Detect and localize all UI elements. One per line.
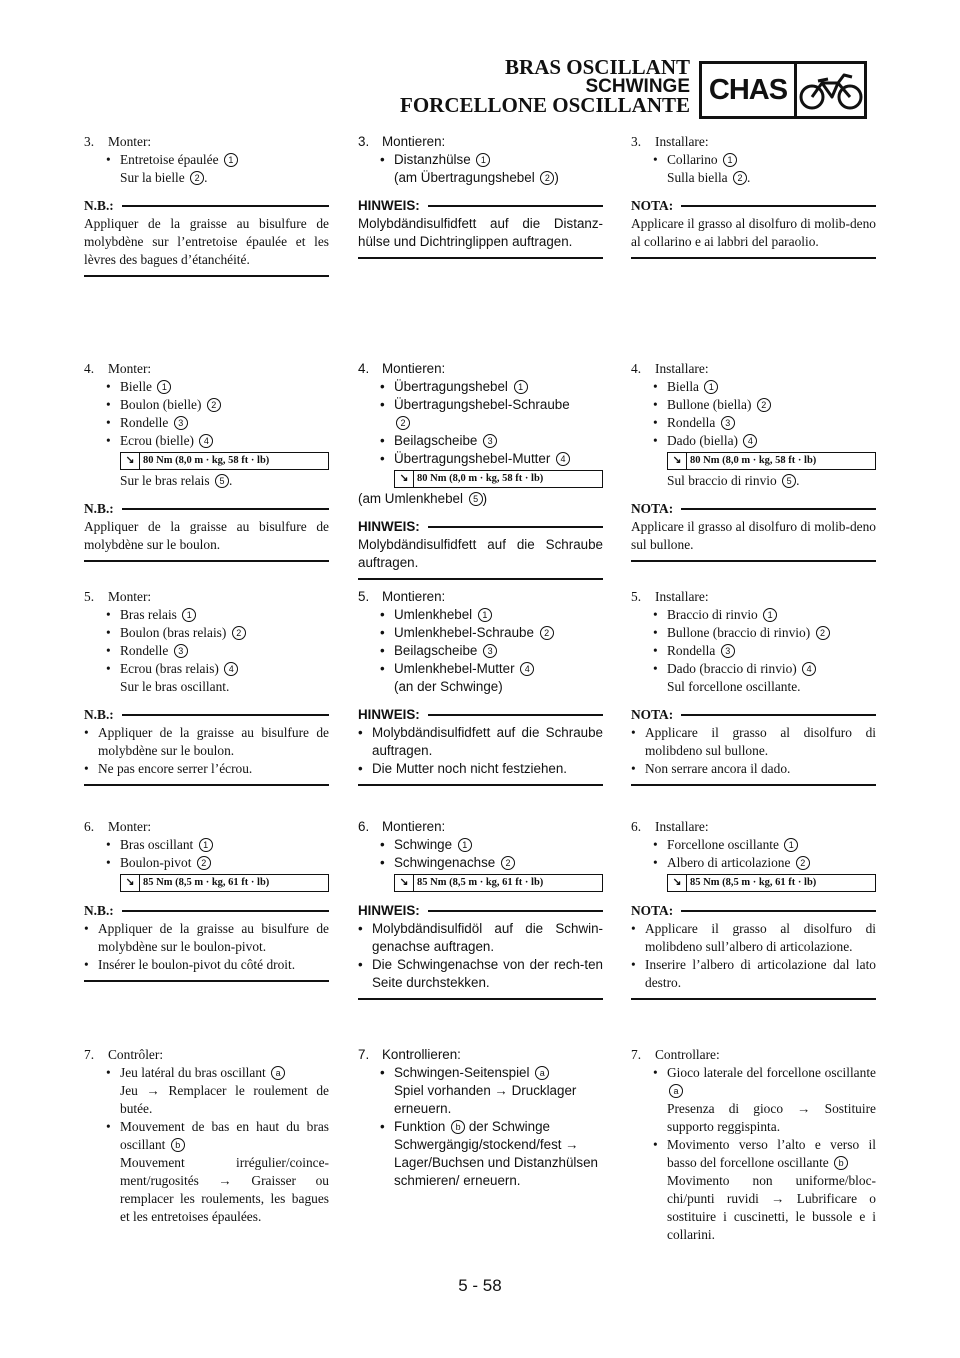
step-title: Monter: (108, 589, 152, 604)
part-name: Umlenkhebel-Mutter (394, 661, 515, 676)
wrench-icon: ↘ (668, 453, 687, 469)
bullet: • (106, 625, 111, 640)
part-name: Beilagscheibe (394, 433, 478, 448)
it-step-3: 3. Installare: • Collarino 1 Sulla biella 2 . NOTA: Applicare il grasso al disolfuro di molib-deno al collarino e ai labbri del paraolio. (631, 133, 876, 259)
step-title: Controllare: (655, 1047, 720, 1062)
bullet: • (106, 1065, 111, 1080)
callout-4: 4 (802, 662, 816, 676)
callout-2: 2 (501, 856, 515, 870)
torque-value: 80 Nm (8,0 m · kg, 58 ft · lb) (143, 455, 270, 466)
step-number: 5. (631, 589, 642, 604)
part-name: Schwingenachse (394, 855, 496, 870)
location-text: Sur la bielle (120, 170, 185, 185)
page-number: 5 - 58 (458, 1276, 502, 1295)
bullet: • (358, 725, 363, 740)
note-text: Applicare il grasso al disolfuro di molib-deno al collarino e ai labbri del paraolio. (631, 216, 876, 249)
part-name: Beilagscheibe (394, 643, 478, 658)
bullet: • (380, 643, 385, 658)
step-number: 3. (631, 134, 642, 149)
callout-1: 1 (763, 608, 777, 622)
bullet: • (653, 643, 658, 658)
fr-step-6 (84, 818, 329, 982)
bullet: • (653, 1137, 658, 1152)
bullet: • (653, 837, 658, 852)
part-name: Umlenkhebel-Schraube (394, 625, 534, 640)
note-text: Ne pas encore serrer l’écrou. (98, 761, 253, 776)
callout-2: 2 (796, 856, 810, 870)
torque-spec (120, 874, 329, 892)
callout-5: 5 (215, 474, 229, 488)
note-text: Insérer le boulon-pivot du côté droit. (98, 957, 296, 972)
callout-3: 3 (483, 644, 497, 658)
note-text: Applicare il grasso al disolfuro di molibdeno sull’albero di articolazione. (645, 921, 876, 954)
check-result: Jeu → Remplacer le roulement de butée. (120, 1083, 329, 1116)
step-number: 3. (358, 134, 370, 149)
step-number: 5. (84, 589, 95, 604)
callout-b: b (451, 1120, 465, 1134)
location-text: Sulla biella (667, 170, 728, 185)
note-label: HINWEIS: (358, 707, 420, 722)
note-text: Die Mutter noch nicht festziehen. (372, 761, 568, 776)
note-text: Inserire l’albero di articolazione dal lato destro. (645, 957, 876, 990)
de-step-7 (358, 1046, 603, 1190)
torque-value: 80 Nm (8,0 m · kg, 58 ft · lb) (690, 455, 817, 466)
callout-2: 2 (232, 626, 246, 640)
part-name: Forcellone oscillante (667, 837, 779, 852)
bullet: • (380, 1065, 385, 1080)
bullet: • (106, 643, 111, 658)
fr-step-3: 3. Monter: • Entretoise épaulée 1 Sur la bielle 2 . N.B.: Appliquer de la graisse au bisulfure de molybdène sur l’entretoise épaulée et les lèvres des bagues d’étanchéité. (84, 133, 329, 277)
step-number: 3. (84, 134, 95, 149)
check-item: Schwingen-Seitenspiel (394, 1065, 530, 1080)
torque-spec (394, 470, 603, 488)
bullet: • (84, 957, 89, 972)
callout-2: 2 (733, 171, 747, 185)
step-title: Montieren: (382, 819, 446, 834)
wrench-icon: ↘ (121, 875, 140, 891)
note-text: Molybdändisulfidfett auf die Schraube auftragen. (358, 537, 603, 570)
it-step-5 (631, 588, 876, 786)
torque-value: 85 Nm (8,5 m · kg, 61 ft · lb) (143, 877, 270, 888)
wrench-icon: ↘ (395, 875, 414, 891)
step-title: Montieren: (382, 361, 446, 376)
de-step-4 (358, 360, 603, 580)
motorcycle-icon (797, 64, 864, 116)
check-result: Schwergängig/stockend/fest → Lager/Buchsen und Distanzhülsen schmieren/ erneuern. (394, 1137, 598, 1188)
note-text: Appliquer de la graisse au bisulfure de molybdène sur le boulon. (84, 519, 329, 552)
callout-3: 3 (174, 644, 188, 658)
callout-b: b (834, 1156, 848, 1170)
it-step-6 (631, 818, 876, 1000)
bullet: • (380, 397, 385, 412)
part-name: Schwinge (394, 837, 453, 852)
note-text: Appliquer de la graisse au bisulfure de molybdène sur l’entretoise épaulée et les lèvres des bagues d’étanchéité. (84, 216, 329, 267)
callout-a: a (669, 1084, 683, 1098)
note-text: Applicare il grasso al disolfuro di molibdeno sul bullone. (645, 725, 876, 758)
bullet: • (653, 415, 658, 430)
check-result: Mouvement irrégulier/coince-ment/rugosités → Graisser ou remplacer les roulements, les bagues et les entretoises épaulées. (120, 1155, 329, 1224)
torque-value: 85 Nm (8,5 m · kg, 61 ft · lb) (417, 877, 544, 888)
callout-1: 1 (478, 608, 492, 622)
step-number: 4. (358, 361, 370, 376)
bullet: • (84, 761, 89, 776)
part-name: Übertragungshebel-Schraube (394, 397, 570, 412)
header-title-fr: BRAS OSCILLANT (505, 55, 690, 79)
callout-2: 2 (190, 171, 204, 185)
check-item: Funktion (394, 1119, 446, 1134)
callout-a: a (271, 1066, 285, 1080)
part-name: Distanzhülse (394, 152, 471, 167)
part-name: Rondella (667, 643, 716, 658)
bullet: • (84, 725, 89, 740)
fr-step-7 (84, 1046, 329, 1226)
bullet: • (106, 607, 111, 622)
bullet: • (653, 397, 658, 412)
step-title: Monter: (108, 134, 152, 149)
step-number: 6. (84, 819, 95, 834)
note-text: Molybdändisulfidfett auf die Distanz-hülse und Dichtringlippen auftragen. (358, 216, 603, 249)
callout-1: 1 (723, 153, 737, 167)
header-title-it: FORCELLONE OSCILLANTE (400, 93, 690, 117)
callout-a: a (535, 1066, 549, 1080)
check-result: Movimento non uniforme/bloc-chi/punti ruvidi → Lubrificare o sostituire i cuscinetti, le bussole e i collarini. (667, 1173, 876, 1242)
bullet: • (631, 957, 636, 972)
part-name: Übertragungshebel (394, 379, 508, 394)
section-label: CHAS (702, 64, 797, 116)
part-name: Ecrou (bielle) (120, 433, 194, 448)
check-result: Presenza di gioco → Sostituire supporto reggispinta. (667, 1101, 876, 1134)
bullet: • (653, 433, 658, 448)
paren-close: ) (554, 170, 559, 185)
part-name: Biella (667, 379, 699, 394)
step-title: Installare: (655, 819, 709, 834)
callout-1: 1 (704, 380, 718, 394)
part-name: Ecrou (bras relais) (120, 661, 219, 676)
note-text: Die Schwingenachse von der rech-ten Seite durchstekken. (372, 957, 603, 990)
check-item: Movimento verso l’alto e verso il basso del forcellone oscillante (667, 1137, 876, 1170)
callout-1: 1 (182, 608, 196, 622)
note-label: NOTA: (631, 501, 674, 516)
fr-step-4: 4. Monter: • Bielle 1 • Boulon (bielle) 2 • Rondelle 3 • Ecrou (bielle) 4 ↘ 80 Nm (8,0 m · kg, 58 ft · lb) Sur le bras relais 5 . N.B.: Appliquer de la graisse au bisulfure de molybdène sur le boulon. (84, 360, 329, 562)
location-text: Sul forcellone oscillante. (667, 679, 801, 694)
part-name: Dado (braccio di rinvio) (667, 661, 797, 676)
de-step-5 (358, 588, 603, 786)
callout-1: 1 (476, 153, 490, 167)
bullet: • (653, 607, 658, 622)
part-name: Bras relais (120, 607, 177, 622)
section-badge (699, 61, 867, 119)
callout-4: 4 (199, 434, 213, 448)
note-text: Applicare il grasso al disolfuro di molib-deno sul bullone. (631, 519, 876, 552)
de-step-6 (358, 818, 603, 1000)
it-step-4: 4. Installare: • Biella 1 • Bullone (biella) 2 • Rondella 3 • Dado (biella) 4 ↘ 80 Nm (8,0 m · kg, 58 ft · lb) Sul braccio di rinvio 5 . NOTA: Applicare il grasso al disolfuro di molib-deno sul bullone. (631, 360, 876, 562)
note-text: Molybdändisulfidfett auf die Schraube auftragen. (372, 725, 603, 758)
step-number: 6. (631, 819, 642, 834)
part-name: Bullone (biella) (667, 397, 752, 412)
step-number: 4. (84, 361, 95, 376)
callout-1: 1 (514, 380, 528, 394)
wrench-icon: ↘ (395, 471, 414, 487)
bullet: • (380, 625, 385, 640)
bullet: • (631, 761, 636, 776)
callout-3: 3 (721, 416, 735, 430)
bullet: • (653, 1065, 658, 1080)
step-number: 7. (84, 1047, 95, 1062)
part-name: Dado (biella) (667, 433, 739, 448)
step-title: Monter: (108, 819, 152, 834)
torque-spec (120, 452, 329, 470)
callout-2: 2 (396, 416, 410, 430)
callout-3: 3 (721, 644, 735, 658)
bullet: • (106, 152, 111, 167)
torque-value: 80 Nm (8,0 m · kg, 58 ft · lb) (417, 473, 544, 484)
bullet: • (380, 661, 385, 676)
check-item: Jeu latéral du bras oscillant (120, 1065, 266, 1080)
step-title: Installare: (655, 589, 709, 604)
note-label: NOTA: (631, 198, 674, 213)
bullet: • (106, 1119, 111, 1134)
bullet: • (653, 661, 658, 676)
callout-b: b (171, 1138, 185, 1152)
location-text: Sur le bras relais (120, 473, 210, 488)
note-label: N.B.: (84, 198, 114, 213)
part-name: Rondella (667, 415, 716, 430)
bullet: • (106, 415, 111, 430)
bullet: • (380, 1119, 385, 1134)
callout-1: 1 (224, 153, 238, 167)
check-item-tail: der Schwinge (468, 1119, 550, 1134)
note-label: HINWEIS: (358, 519, 420, 534)
it-step-7 (631, 1046, 876, 1244)
header-title-de: SCHWINGE (585, 76, 690, 97)
bullet: • (380, 379, 385, 394)
callout-1: 1 (157, 380, 171, 394)
bullet: • (358, 921, 363, 936)
bullet: • (380, 855, 385, 870)
step-title: Montieren: (382, 589, 446, 604)
part-name: Boulon (bras relais) (120, 625, 227, 640)
callout-1: 1 (784, 838, 798, 852)
callout-2: 2 (207, 398, 221, 412)
callout-2: 2 (540, 171, 554, 185)
torque-spec (394, 874, 603, 892)
bullet: • (84, 921, 89, 936)
bullet: • (358, 957, 363, 972)
part-name: Bielle (120, 379, 152, 394)
callout-4: 4 (743, 434, 757, 448)
check-result: Spiel vorhanden → Drucklager erneuern. (394, 1083, 577, 1116)
callout-1: 1 (199, 838, 213, 852)
bullet: • (106, 379, 111, 394)
note-text: Molybdändisulfidöl auf die Schwin-genachse auftragen. (372, 921, 603, 954)
step-title: Kontrollieren: (382, 1047, 461, 1062)
location-text: Sur le bras oscillant. (120, 679, 230, 694)
callout-3: 3 (483, 434, 497, 448)
torque-spec (667, 452, 876, 470)
step-number: 7. (631, 1047, 642, 1062)
bullet: • (106, 837, 111, 852)
part-name: Umlenkhebel (394, 607, 473, 622)
bullet: • (106, 397, 111, 412)
bullet: • (380, 433, 385, 448)
note-text: Appliquer de la graisse au bisulfure de molybdène sur le boulon-pivot. (98, 921, 329, 954)
callout-5: 5 (782, 474, 796, 488)
wrench-icon: ↘ (121, 453, 140, 469)
check-item: Mouvement de bas en haut du bras oscillant (120, 1119, 329, 1152)
callout-4: 4 (520, 662, 534, 676)
callout-4: 4 (224, 662, 238, 676)
note-label: NOTA: (631, 903, 674, 918)
bullet: • (106, 433, 111, 448)
page-header (400, 55, 690, 117)
bullet: • (358, 761, 363, 776)
paren-close: ) (482, 491, 488, 506)
part-name: Bullone (braccio di rinvio) (667, 625, 811, 640)
de-step-3 (358, 133, 603, 259)
bullet: • (653, 379, 658, 394)
callout-5: 5 (469, 492, 483, 506)
step-title: Montieren: (382, 134, 446, 149)
callout-2: 2 (197, 856, 211, 870)
step-number: 6. (358, 819, 370, 834)
part-name: Entretoise épaulée (120, 152, 219, 167)
bullet: • (106, 855, 111, 870)
location-text: (am Übertragungshebel (394, 170, 535, 185)
callout-2: 2 (757, 398, 771, 412)
bullet: • (653, 625, 658, 640)
location-text: Sul braccio di rinvio (667, 473, 777, 488)
torque-spec (667, 874, 876, 892)
step-title: Monter: (108, 361, 152, 376)
bullet: • (380, 451, 385, 466)
part-name: Boulon (bielle) (120, 397, 202, 412)
part-name: Albero di articolazione (667, 855, 791, 870)
torque-value: 85 Nm (8,5 m · kg, 61 ft · lb) (690, 877, 817, 888)
bullet: • (380, 837, 385, 852)
note-label: HINWEIS: (358, 198, 420, 213)
note-label: HINWEIS: (358, 903, 420, 918)
bullet: • (653, 855, 658, 870)
bullet: • (380, 152, 385, 167)
note-text: Non serrare ancora il dado. (645, 761, 791, 776)
callout-2: 2 (540, 626, 554, 640)
part-name: Übertragungshebel-Mutter (394, 451, 551, 466)
wrench-icon: ↘ (668, 875, 687, 891)
fr-step-5 (84, 588, 329, 786)
step-number: 4. (631, 361, 642, 376)
bullet: • (106, 661, 111, 676)
callout-2: 2 (816, 626, 830, 640)
location-text: (am Umlenkhebel (358, 491, 463, 506)
note-label: N.B.: (84, 501, 114, 516)
callout-3: 3 (174, 416, 188, 430)
check-item: Gioco laterale del forcellone oscillante (667, 1065, 876, 1080)
note-label: N.B.: (84, 903, 114, 918)
step-number: 5. (358, 589, 370, 604)
note-label: N.B.: (84, 707, 114, 722)
note-label: NOTA: (631, 707, 674, 722)
note-text: Appliquer de la graisse au bisulfure de molybdène sur le boulon. (98, 725, 329, 758)
location-text: (an der Schwinge) (394, 679, 503, 694)
part-name: Boulon-pivot (120, 855, 192, 870)
part-name: Rondelle (120, 643, 169, 658)
part-name: Bras oscillant (120, 837, 194, 852)
step-title: Installare: (655, 134, 709, 149)
callout-4: 4 (556, 452, 570, 466)
part-name: Braccio di rinvio (667, 607, 758, 622)
callout-1: 1 (458, 838, 472, 852)
bullet: • (653, 152, 658, 167)
step-title: Contrôler: (108, 1047, 164, 1062)
part-name: Collarino (667, 152, 718, 167)
bullet: • (380, 607, 385, 622)
step-title: Installare: (655, 361, 709, 376)
bullet: • (631, 921, 636, 936)
bullet: • (631, 725, 636, 740)
part-name: Rondelle (120, 415, 169, 430)
step-number: 7. (358, 1047, 370, 1062)
